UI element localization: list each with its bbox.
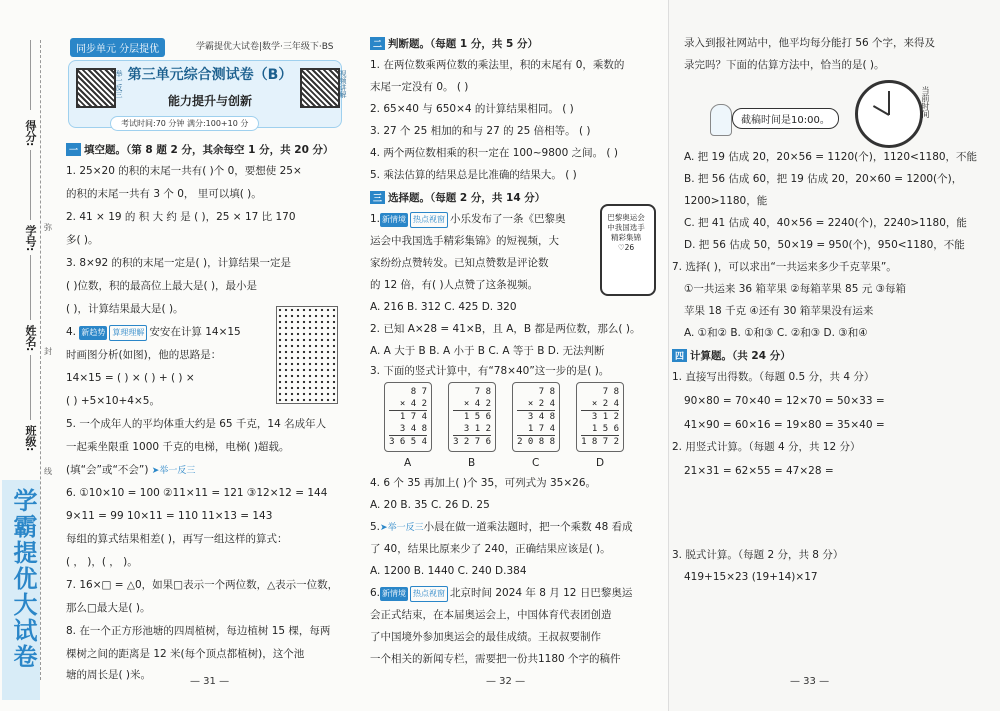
p31-line: 6. ①10×10 = 100 ②11×11 = 121 ③12×12 = 144: [66, 487, 328, 499]
calc-row: 41×90 = 60×16 = 19×80 = 35×40 =: [684, 419, 885, 431]
exam-subtitle: 能力提升与创新: [167, 94, 252, 108]
name-field-label: 姓名:: [24, 325, 37, 352]
brand-logo-text: 学霸提优大试卷: [9, 488, 38, 670]
section-choice: [370, 190, 545, 205]
calc-row: 419+15×23 (19+14)×17: [684, 571, 818, 583]
p33-line: 录入到报社网站中，他平均每分能打 56 个字，来得及: [684, 37, 936, 49]
seal-label-2: 封: [44, 347, 52, 356]
score-field-label: 得分:: [24, 120, 37, 147]
choice-line: 一个相关的新闻专栏，需要把一份共1180 个字的稿件: [370, 653, 621, 665]
p31-line: 一起乘坐限重 1000 千克的电梯，电梯( )超载。: [66, 441, 290, 453]
clock-caption: 当前时间: [921, 86, 930, 118]
student-id-field-label: 学号:: [24, 225, 37, 252]
q5-link[interactable]: ➤举一反三: [151, 466, 196, 476]
judge-line: 末尾一定没有 0。 ( ): [370, 81, 469, 93]
p31-line: 塘的周长是( )米。: [66, 669, 152, 681]
vertical-calc-a: 8 7 × 4 2 1 7 4 3 4 8 3 6 5 4: [384, 382, 432, 452]
clock-icon: [855, 80, 923, 148]
choice-q5: [370, 520, 633, 535]
choice-line: 北京时间 2024 年 8 月 12 日巴黎奥运: [450, 587, 633, 599]
q4-badge-reason: 算理理解: [109, 325, 147, 341]
p31-line: 2. 41 × 19 的 积 大 约 是 ( )，25 × 17 比 170: [66, 211, 296, 223]
choice-line: 会正式结束，在本届奥运会上，中国体育代表团创造: [370, 609, 612, 621]
choice-options: A. A 大于 B B. A 小于 B C. A 等于 B D. 无法判断: [370, 345, 605, 357]
judge-line: 3. 27 个 25 相加的和与 27 的 25 倍相等。 ( ): [370, 125, 591, 137]
section-fill-blank: [66, 142, 334, 157]
choice-options: A. 20 B. 35 C. 26 D. 25: [370, 499, 490, 511]
p31-line: 7. 16×□ = △0，如果□表示一个两位数，△表示一位数，: [66, 579, 339, 591]
p31-line: ( ) +5×10+4×5。: [66, 395, 160, 407]
seal-label-3: 线: [44, 467, 52, 476]
choice-line: 家纷纷点赞转发。已知点赞数是评论数: [370, 257, 549, 269]
p31-line: ( ， )，( ， )。: [66, 556, 138, 568]
name-line: [30, 255, 31, 320]
section-true-false: [370, 36, 538, 51]
page-number-33: — 33 —: [790, 676, 830, 687]
q6-badge-new: 新情境: [380, 587, 408, 601]
q1-badge-hot: 热点视窗: [410, 212, 448, 228]
q4-text: 安安在计算 14×15: [149, 326, 241, 338]
vertical-calc-d: 7 8 × 2 4 3 1 2 1 5 6 1 8 7 2: [576, 382, 624, 452]
p31-line: 棵树之间的距离是 12 米(每个顶点都植树)，这个池: [66, 648, 305, 660]
series-label: 学霸提优大试卷|数学·三年级下·BS: [196, 42, 334, 52]
p31-line: 5. 一个成年人的平均体重大约是 65 千克，14 名成年人: [66, 418, 327, 430]
score-line: [30, 40, 31, 110]
p31-line: 3. 8×92 的积的末尾一定是( )，计算结果一定是: [66, 257, 292, 269]
option-label-a: A: [404, 457, 412, 469]
qr-code-left-icon[interactable]: [76, 68, 116, 108]
choice-options: A. 1200 B. 1440 C. 240 D.384: [370, 565, 527, 577]
qr-right-caption: 视频讲解: [339, 70, 347, 98]
p31-line: 时画图分析(如图)，他的思路是：: [66, 349, 222, 361]
q4-number: 4.: [66, 326, 77, 338]
q7-condition: 苹果 18 千克 ④还有 30 箱苹果没有运来: [684, 305, 874, 317]
p31-line: 每组的算式结果相差( )，再写一组这样的算式：: [66, 533, 288, 545]
p31-line: 多( )。: [66, 234, 99, 246]
section-title: 计算题。（共 24 分）: [690, 350, 791, 362]
choice-line: 小乐发布了一条《巴黎奥: [450, 213, 566, 225]
option-label-c: C: [532, 457, 540, 469]
page-number-32: — 32 —: [486, 676, 526, 687]
q6-badge-hot: 热点视窗: [410, 586, 448, 602]
option-line: 1200>1180，能: [684, 195, 768, 207]
q4-badge-trend: 新趋势: [79, 326, 107, 340]
q5-hint-text: (填“会”或“不会”): [66, 464, 149, 476]
calc-subtitle: 3. 脱式计算。（每题 2 分，共 8 分）: [672, 549, 844, 561]
section-title: 判断题。（每题 1 分，共 5 分）: [388, 38, 538, 50]
student-id-line: [30, 150, 31, 220]
exam-title: 第三单元综合测试卷（B）: [127, 67, 293, 83]
choice-line: 3. 下面的竖式计算中，有“78×40”这一步的是( )。: [370, 365, 610, 377]
seal-label-1: 弥: [44, 223, 52, 232]
section-number: 四: [672, 349, 687, 362]
choice-q1: 1. 新情境 热点视窗 小乐发布了一条《巴黎奥: [370, 212, 566, 228]
vertical-calc-b: 7 8 × 4 2 1 5 6 3 1 2 3 2 7 6: [448, 382, 496, 452]
p31-line: 的积的末尾一共有 3 个 0， 里可以填( )。: [66, 188, 262, 200]
judge-line: 2. 65×40 与 650×4 的计算结果相同。 ( ): [370, 103, 574, 115]
choice-line: 小晨在做一道乘法题时，把一个乘数 48 看成: [423, 521, 633, 533]
q1-badge-new: 新情境: [380, 213, 408, 227]
choice-line: 4. 6 个 35 再加上( )个 35，可列式为 35×26。: [370, 477, 596, 489]
choice-q7: 7. 选择( )，可以求出“一共运来多少千克苹果”。: [672, 261, 897, 273]
class-field-label: 班级:: [24, 425, 37, 452]
q6-number: 6.: [370, 587, 381, 599]
p31-line: 9×11 = 99 10×11 = 110 11×13 = 143: [66, 510, 273, 522]
page-31: [0, 0, 351, 711]
section-calculation: [672, 348, 791, 363]
calc-subtitle: 2. 用竖式计算。（每题 4 分，共 12 分）: [672, 441, 861, 453]
p31-line: 14×15 = ( ) × ( ) + ( ) ×: [66, 372, 195, 384]
unit-tag: 同步单元 分层提优: [70, 38, 165, 57]
p31-line: 8. 在一个正方形池塘的四周植树，每边植树 15 棵，每两: [66, 625, 331, 637]
option-line: B. 把 56 估成 60，把 19 估成 20，20×60 = 1200(个)，: [684, 173, 963, 185]
choice-line: 了中国境外参加奥运会的最佳成绩。王叔叔要制作: [370, 631, 601, 643]
qr-left-caption: 举一反三: [115, 70, 123, 98]
option-line: C. 把 41 估成 40，40×56 = 2240(个)，2240>1180，能: [684, 217, 967, 229]
q7-options: A. ①和② B. ①和③ C. ②和③ D. ③和④: [684, 327, 868, 339]
student-info-strip: [0, 0, 52, 711]
exam-meta: 考试时间:70 分钟 满分:100+10 分: [110, 116, 259, 131]
p31-line: ( )，计算结果最大是( )。: [66, 303, 184, 315]
choice-line: 了 40，结果比原来少了 240，正确结果应该是( )。: [370, 543, 611, 555]
option-line: A. 把 19 估成 20，20×56 = 1120(个)，1120<1180，不能: [684, 151, 978, 163]
q5-hint: [66, 463, 195, 478]
choice-line: 2. 已知 A×28 = 41×B，且 A，B 都是两位数，那么( )。: [370, 323, 641, 335]
section-number: 三: [370, 191, 385, 204]
calc-row: 90×80 = 70×40 = 12×70 = 50×33 =: [684, 395, 885, 407]
qr-code-right-icon[interactable]: [300, 68, 340, 108]
judge-line: 5. 乘法估算的结果总是比准确的结果大。 ( ): [370, 169, 577, 181]
vertical-calc-c: 7 8 × 2 4 3 4 8 1 7 4 2 0 8 8: [512, 382, 560, 452]
calc-subtitle: 1. 直接写出得数。（每题 0.5 分，共 4 分）: [672, 371, 875, 383]
choice-options: A. 216 B. 312 C. 425 D. 320: [370, 301, 517, 313]
p31-line: ( )位数，积的最高位上最大是( )，最小是: [66, 280, 258, 292]
calc-row: 21×31 = 62×55 = 47×28 =: [684, 465, 834, 477]
choice-line: 运会中我国选手精彩集锦》的短视频，大: [370, 235, 559, 247]
person-illustration: [710, 104, 732, 136]
q5-link-icon[interactable]: ➤举一反三: [380, 523, 424, 533]
q4-header: [66, 325, 241, 341]
option-label-d: D: [596, 457, 605, 469]
section-number: 二: [370, 37, 385, 50]
class-line: [30, 355, 31, 420]
option-line: D. 把 56 估成 50，50×19 = 950(个)，950<1180，不能: [684, 239, 965, 251]
dot-grid-figure: [276, 306, 338, 404]
p31-line: 那么□最大是( )。: [66, 602, 151, 614]
section-title: 选择题。（每题 2 分，共 14 分）: [388, 192, 546, 204]
option-label-b: B: [468, 457, 476, 469]
choice-q6: [370, 586, 632, 602]
section-number: 一: [66, 143, 81, 156]
section-title: 填空题。（第 8 题 2 分，其余每空 1 分，共 20 分）: [84, 144, 334, 156]
judge-line: 4. 两个两位数相乘的积一定在 100~9800 之间。 ( ): [370, 147, 618, 159]
phone-video-text: 巴黎奥运会中我国选手精彩集锦 ♡26: [607, 213, 645, 252]
p33-line: 录完吗？下面的估算方法中，恰当的是( )。: [684, 59, 885, 71]
p31-line: 1. 25×20 的积的末尾一共有( )个 0，要想使 25×: [66, 165, 302, 177]
deadline-bubble: 截稿时间是10:00。: [732, 108, 839, 129]
judge-line: 1. 在两位数乘两位数的乘法里，积的末尾有 0，乘数的: [370, 59, 625, 71]
page-number-31: — 31 —: [190, 676, 230, 687]
choice-line: 的 12 倍，有( )人点赞了这条视频。: [370, 279, 539, 291]
q7-condition: ①一共运来 36 箱苹果 ②每箱苹果 85 元 ③每箱: [684, 283, 906, 295]
q5-number: 5.: [370, 521, 381, 533]
